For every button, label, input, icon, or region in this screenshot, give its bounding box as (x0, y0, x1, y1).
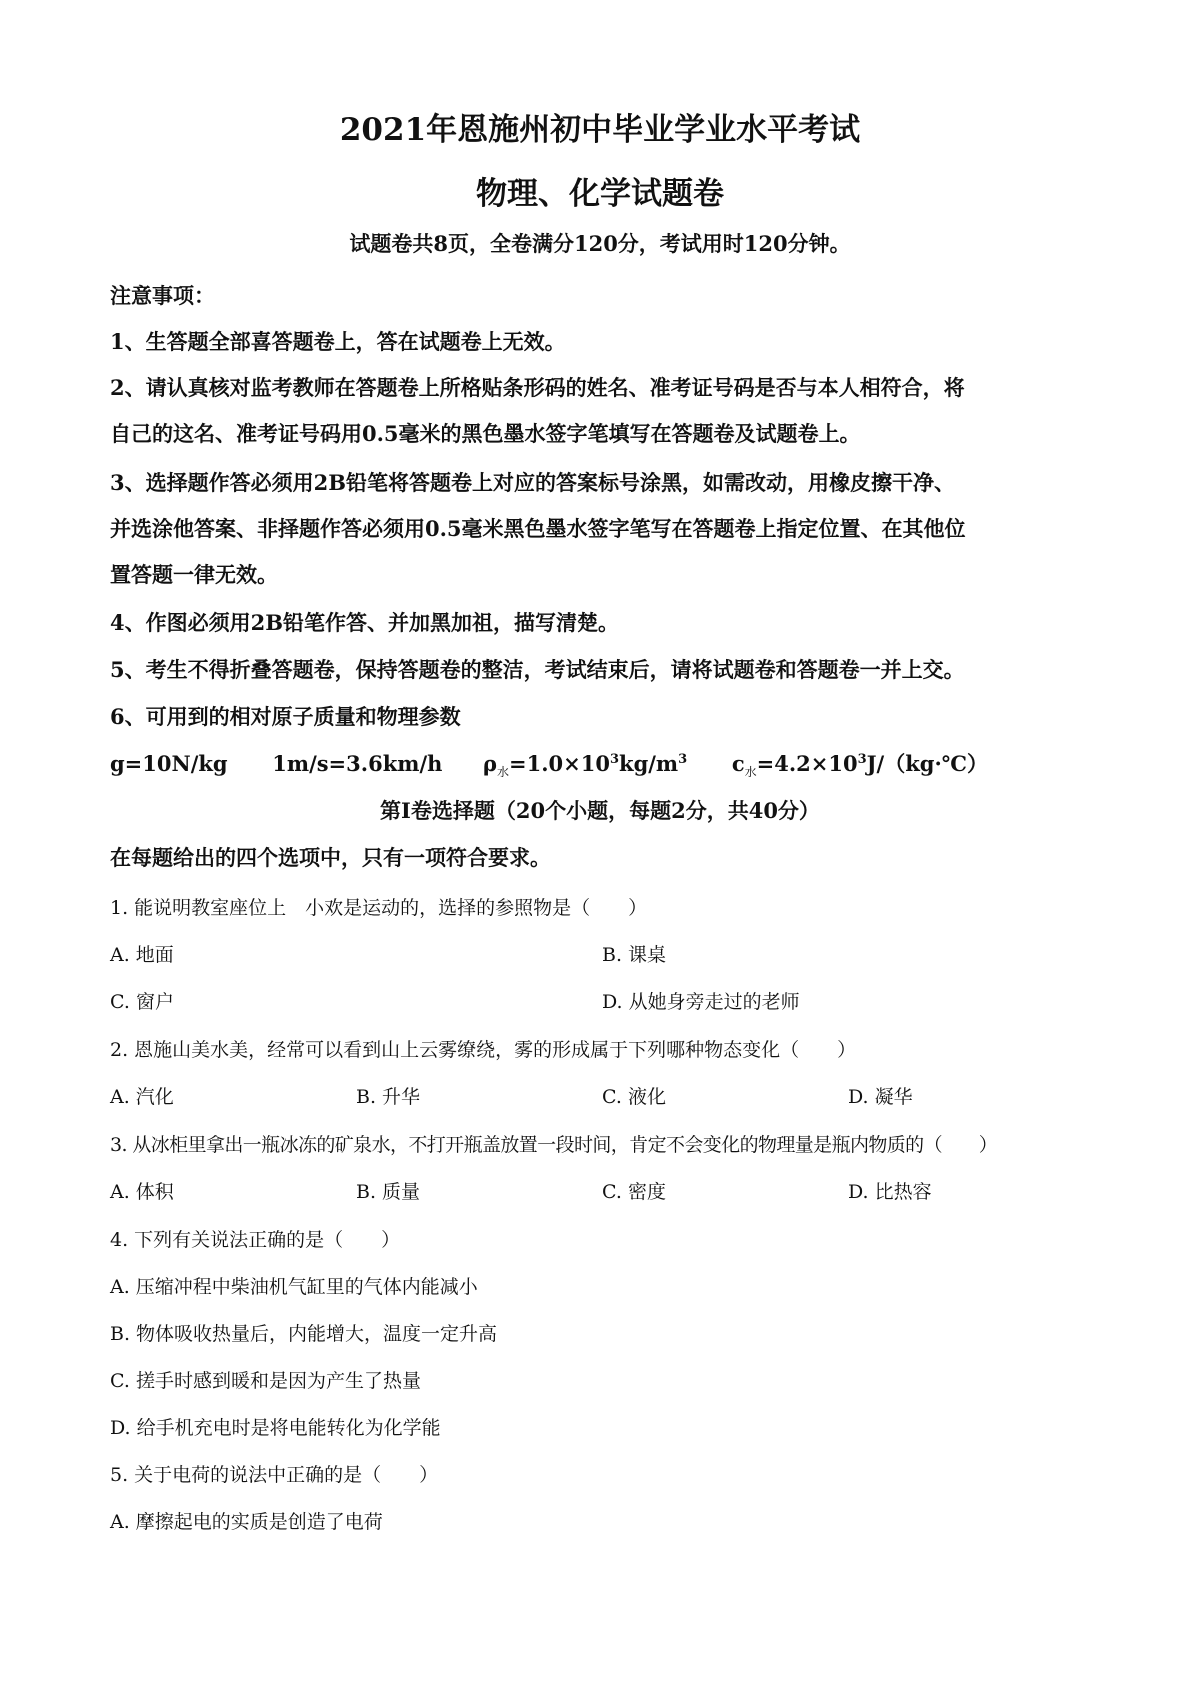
notice-item: 自己的这名、准考证号码用0.5毫米的黑色墨水签字笔填写在答题卷及试题卷上。 (110, 421, 861, 446)
question-option: D. 比热容 (848, 1181, 932, 1203)
section-instruction: 在每题给出的四个选项中，只有一项符合要求。 (110, 845, 551, 870)
param-specific-heat: $c_水=4.2\times 10^3J/(kg\cdot℃)$ (731, 751, 988, 780)
question-option: B. 课桌 (602, 944, 667, 966)
notice-item: 置答题一律无效。 (110, 562, 278, 587)
notice-item: 1、生答题全部喜答题卷上，答在试题卷上无效。 (110, 329, 566, 354)
question-option: D. 给手机充电时是将电能转化为化学能 (110, 1417, 441, 1439)
exam-subtitle: 物理、化学试题卷 (476, 176, 724, 212)
question-stem: 4. 下列有关说法正确的是（ ） (110, 1229, 401, 1251)
question-option: A. 压缩冲程中柴油机气缸里的气体内能减小 (110, 1276, 478, 1298)
notice-item: 3、选择题作答必须用2B铅笔将答题卷上对应的答案标号涂黑，如需改动，用橡皮擦干净、 (110, 470, 955, 495)
notice-item: 并选涂他答案、非择题作答必须用0.5毫米黑色墨水签字笔写在答题卷上指定位置、在其他位 (110, 516, 966, 541)
physics-params (110, 748, 1100, 780)
question-option: A. 摩擦起电的实质是创造了电荷 (110, 1511, 383, 1533)
question-option: C. 窗户 (110, 991, 174, 1013)
notice-heading: 注意事项： (110, 283, 215, 308)
question-stem: 1. 能说明教室座位上 小欢是运动的，选择的参照物是（ ） (110, 897, 648, 919)
section-title: 第I卷选择题（20个小题，每题2分，共40分） (380, 798, 820, 823)
question-option: D. 凝华 (848, 1086, 913, 1108)
question-stem: 3. 从冰柜里拿出一瓶冰冻的矿泉水，不打开瓶盖放置一段时间，肯定不会变化的物理量是瓶内物质的（ ） (110, 1134, 998, 1156)
param-density: $\rho_水=1.0\times 10^3kg/m^3$ (483, 751, 688, 780)
question-option: A. 体积 (110, 1181, 174, 1203)
question-stem: 5. 关于电荷的说法中正确的是（ ） (110, 1464, 439, 1486)
question-option: C. 密度 (602, 1181, 666, 1203)
question-option: D. 从她身旁走过的老师 (602, 991, 800, 1013)
question-option: C. 液化 (602, 1086, 666, 1108)
param-g: g=10N/kg (110, 751, 228, 776)
exam-title: 2021年恩施州初中毕业学业水平考试 (339, 112, 861, 148)
param-speed: 1m/s=3.6km/h (272, 751, 443, 776)
notice-item: 6、可用到的相对原子质量和物理参数 (110, 704, 461, 729)
notice-item: 5、考生不得折叠答题卷，保持答题卷的整洁，考试结束后，请将试题卷和答题卷一并上交。 (110, 657, 965, 682)
question-option: B. 升华 (356, 1086, 421, 1108)
exam-info: 试题卷共8页，全卷满分120分，考试用时120分钟。 (349, 231, 851, 256)
question-option: B. 质量 (356, 1181, 421, 1203)
question-option: B. 物体吸收热量后，内能增大，温度一定升高 (110, 1323, 498, 1345)
question-option: A. 地面 (110, 944, 174, 966)
notice-item: 2、请认真核对监考教师在答题卷上所格贴条形码的姓名、准考证号码是否与本人相符合，将 (110, 375, 965, 400)
question-option: C. 搓手时感到暖和是因为产生了热量 (110, 1370, 421, 1392)
notice-item: 4、作图必须用2B铅笔作答、并加黑加祖，描写清楚。 (110, 610, 619, 635)
question-option: A. 汽化 (110, 1086, 174, 1108)
question-stem: 2. 恩施山美水美，经常可以看到山上云雾缭绕，雾的形成属于下列哪种物态变化（ ） (110, 1039, 857, 1061)
